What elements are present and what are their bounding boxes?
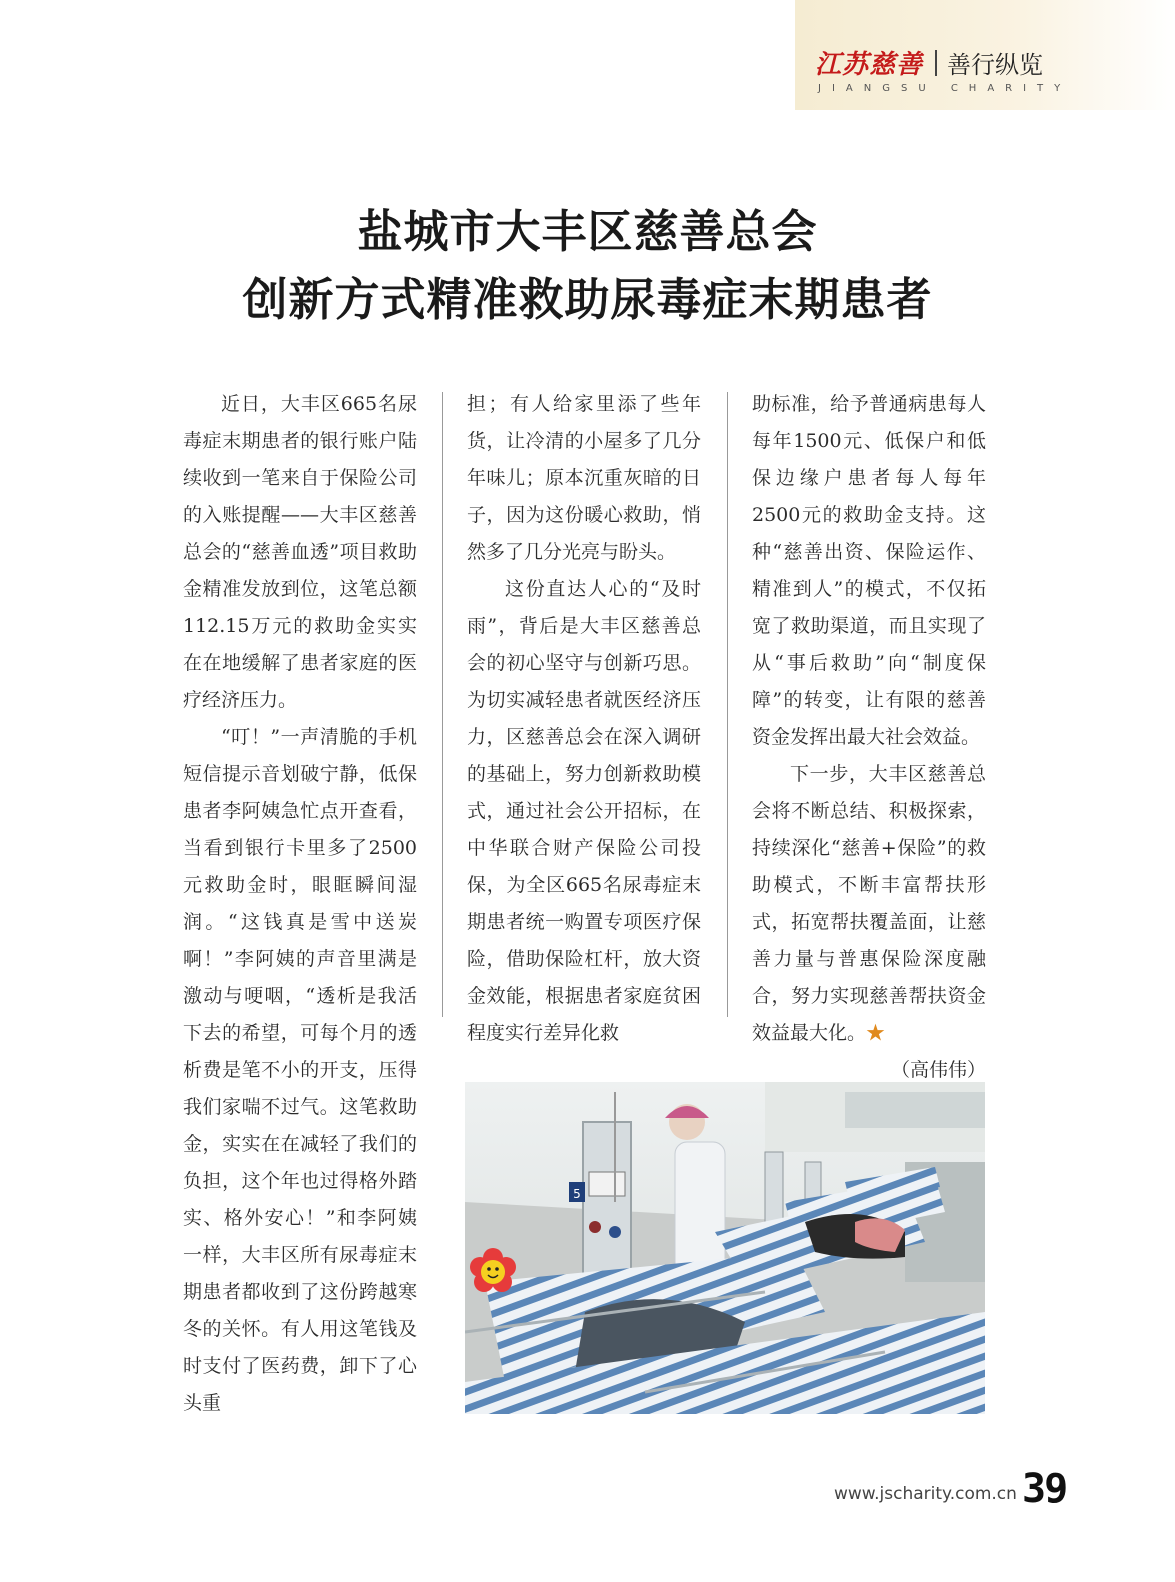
bed-number-badge: 5 xyxy=(573,1187,581,1201)
author-credit: （高伟伟） xyxy=(890,1059,986,1081)
column-divider xyxy=(727,392,728,1017)
paragraph: 担；有人给家里添了些年货，让冷清的小屋多了几分年味儿；原本沉重灰暗的日子，因为这份暖心救助，悄然多了几分光亮与盼头。 xyxy=(467,393,701,563)
column-divider xyxy=(442,392,443,1017)
paragraph-text: 下一步，大丰区慈善总会将不断总结、积极探索，持续深化“慈善+保险”的救助模式，不断丰富帮扶形式，拓宽帮扶覆盖面，让慈善力量与普惠保险深度融合，努力实现慈善帮扶资金效益最大化。 xyxy=(752,763,986,1044)
brand-english: JIANGSU CHARITY xyxy=(818,83,1072,94)
end-star-icon: ★ xyxy=(866,1022,886,1044)
article-title-line-2: 创新方式精准救助尿毒症末期患者 xyxy=(242,273,933,326)
paragraph: 近日，大丰区665名尿毒症末期患者的银行账户陆续收到一笔来自于保险公司的入账提醒——大丰区慈善总会的“慈善血透”项目救助金精准发放到位，这笔总额112.15万元的救助金实实在在地缓解了患者家庭的医疗经济压力。 xyxy=(183,393,417,711)
header-brand xyxy=(815,44,1043,81)
brand-logo: 江苏慈善 xyxy=(815,50,924,80)
article-title-line-1: 盐城市大丰区慈善总会 xyxy=(357,205,818,258)
section-name: 善行纵览 xyxy=(947,51,1044,79)
brand-divider xyxy=(935,50,937,76)
paragraph xyxy=(752,756,986,1081)
paragraph: 这份直达人心的“及时雨”，背后是大丰区慈善总会的初心坚守与创新巧思。为切实减轻患者就医经济压力，区慈善总会在深入调研的基础上，努力创新救助模式，通过社会公开招标，在中华联合财产保险公司投保，为全区665名尿毒症末期患者统一购置专项医疗保险，借助保险杠杆，放大资金效能，根据患者家庭贫困程度实行差异化救 xyxy=(467,578,701,1044)
article-column-1 xyxy=(183,386,417,1422)
paragraph: 助标准，给予普通病患每人每年1500元、低保户和低保边缘户患者每人每年2500元的救助金支持。这种“慈善出资、保险运作、精准到人”的模式，不仅拓宽了救助渠道，而且实现了从“事后救助”向“制度保障”的转变，让有限的慈善资金发挥出最大社会效益。 xyxy=(752,393,986,748)
paragraph: “叮！”一声清脆的手机短信提示音划破宁静，低保患者李阿姨急忙点开查看，当看到银行卡里多了2500元救助金时，眼眶瞬间湿润。“这钱真是雪中送炭啊！”李阿姨的声音里满是激动与哽咽，“透析是我活下去的希望，可每个月的透析费是笔不小的开支，压得我们家喘不过气。这笔救助金，实实在在减轻了我们的负担，这个年也过得格外踏实、格外安心！”和李阿姨一样，大丰区所有尿毒症末期患者都收到了这份跨越寒冬的关怀。有人用这笔钱及时支付了医药费，卸下了心头重 xyxy=(183,726,417,1414)
article-column-3 xyxy=(752,386,986,1089)
article-column-2 xyxy=(467,386,701,1052)
footer-url: www.jscharity.com.cn xyxy=(834,1484,1017,1504)
dialysis-ward-photo xyxy=(465,1082,985,1414)
page-number: 39 xyxy=(1022,1466,1067,1512)
